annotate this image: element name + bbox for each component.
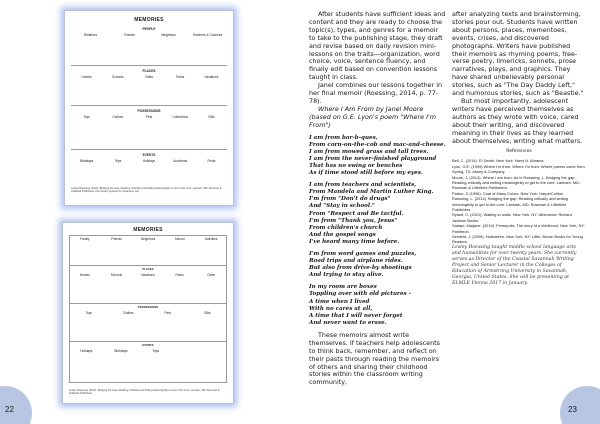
poem-line: A time that I will never forget <box>309 312 403 319</box>
paragraph: after analyzing texts and brainstorming, stories pour out. Students have written about persons, places, mementoes, events, crises, and discovered photographs. Writers have published their memoirs as rhyming poems, free-verse poetry, limericks, sonnets, prose narratives, plays, and graphics. They have shared unbelievably personal stories, such as "The Day Daddy Left," and humorous stories, such as "Beastie." <box>452 10 584 98</box>
col-header: Trips <box>114 159 122 163</box>
poem-stanza <box>309 251 446 279</box>
column-headers <box>69 237 227 241</box>
col-header: Clothes <box>112 115 124 119</box>
poem-stanza <box>309 182 446 246</box>
references-list <box>452 158 586 245</box>
poem-line: I am from bar-b-ques, <box>309 134 378 141</box>
poem-line: And trying to stay alive. <box>309 272 384 279</box>
paragraph: These memoirs almost write themselves. If teachers help adolescents to think back, remember, and reflect on their pasts through reading the memoirs of others and sharing their childhood stories within the classroom writing community, <box>309 330 440 387</box>
poem-intro: Where I Am From by Janel Moore (based on G.E. Lyon's poem "Where I'm From") <box>309 104 436 129</box>
col-header: Cities <box>207 273 216 277</box>
col-header: Vacations <box>141 273 155 277</box>
col-header: Schools <box>110 273 123 277</box>
poem-line: From corn-on-the-cob and mac-and-cheese. <box>309 141 446 148</box>
col-header: Activities <box>204 237 218 241</box>
divider <box>71 65 227 66</box>
col-header: Vacations <box>204 75 219 79</box>
worksheet-title: MEMORIES <box>134 17 164 23</box>
col-header: Birthdays <box>114 349 128 353</box>
reference-item: Moore, J. (2014). Where I am from. As in Roessing, L. Bridging the gap: Reading critically and writing meaningfully to get to the core. Lanham, MD: Rowman & Littlefield Publishers. <box>452 174 581 191</box>
section-label: POSSESSIONS <box>137 109 161 113</box>
memories-worksheet-1 <box>64 10 234 206</box>
reference-item: Lyon, G.E. (1999) Where I'm from. Where I'm from: Where poems come from. Spring, TX: Absey & Company. <box>452 163 586 175</box>
divider <box>71 105 227 106</box>
poem-line: And "Stay in school." <box>309 203 375 210</box>
reference-item: Bell, C. (2014). El Deafo. New York: Harry N. Abrams. <box>452 158 545 164</box>
col-header: Toys <box>83 115 90 119</box>
col-header: Homes <box>79 273 90 277</box>
author-bio: Lesley Roessing taught middle school language arts and humanities for over twenty years. She currently serves as Director of the Coastal Savannah Writing Project and Senior Lecturer in the Colleges of Education of Armstrong University in Savannah, Georgia, United States. She will be presenting at ELMLE Vienna 2017 in January. <box>452 244 577 287</box>
box-label: PLACES <box>142 267 154 271</box>
page-number-badge-left <box>0 386 32 424</box>
poem-line: As if time stood still before my eyes. <box>309 170 423 177</box>
column-headers <box>69 349 173 353</box>
col-header: Gifts <box>203 311 211 315</box>
poem-line: I am from mowed grass and tall trees. <box>309 148 429 155</box>
col-header: Pets <box>145 115 153 119</box>
col-header: Gifts <box>208 115 215 119</box>
col-header: Holidays <box>142 159 156 163</box>
box-label: EVENTS <box>142 343 154 347</box>
reference-item: Rylant, C. (2001). Waiting to waltz. New York, NY: Atheneum/ Richard Jackson Books. <box>452 212 572 223</box>
col-header: Teachers & Coaches <box>192 33 223 37</box>
col-header: Clothes <box>122 311 134 315</box>
col-header: Pets <box>164 311 171 315</box>
divider <box>69 341 227 342</box>
col-header: Schools <box>112 75 124 79</box>
col-header: Parks <box>176 75 185 79</box>
poem-line: In my room are boxes <box>309 284 377 291</box>
divider <box>69 265 227 266</box>
poem-stanza <box>309 284 446 327</box>
poem-line: I am from the never-finished playground <box>309 155 437 162</box>
reference-item: Parton, D (1996). Coat of Many Colors. New York: HarperCollins. <box>452 190 564 196</box>
poem-line: With no cares at all, <box>309 305 373 312</box>
poem-line: Road trips and airplane rides. <box>309 258 403 265</box>
box-label: POSSESSIONS <box>137 305 159 309</box>
section-label: EVENTS <box>142 153 156 157</box>
references-heading: References <box>506 149 532 155</box>
column-headers <box>71 33 227 37</box>
poem-line: I'm from "Thank you, Jesus" <box>309 217 398 224</box>
poem-line: But also from drive-by shootings <box>309 265 412 272</box>
column-headers <box>71 115 227 119</box>
poem-line: I've heard many time before. <box>309 238 400 245</box>
worksheet-footer: Lesley Roessing (2014). Bridging the Gap: Reading Critically and Writing Meaningfully to Get to the Core. Lanham, MD: Rowman & Littlefield Publishers. <box>69 389 220 396</box>
paragraph: Janel combines our lessons together in her final memoir (Roessing, 2014, p. 77-78). <box>309 81 443 105</box>
col-header: Cities <box>145 75 153 79</box>
page-number: 23 <box>568 405 577 414</box>
poem-line: From "Respect and Be tactful. <box>309 210 404 217</box>
col-header: Neighbors <box>140 237 156 241</box>
poem-line: That has no swing or benches <box>309 162 403 169</box>
col-header: Relatives <box>83 33 98 37</box>
poem-line: From Mandela and Martin Luther King. <box>309 189 434 196</box>
section-label: PLACES <box>142 69 156 73</box>
poem-line: And the gospel songs <box>309 231 376 238</box>
poem-line: I'm from word games and puzzles, <box>309 251 417 257</box>
poem-line: A time when I lived <box>309 298 370 305</box>
poem-line: And never want to erase. <box>309 319 387 326</box>
column-headers <box>71 75 227 79</box>
column-headers <box>69 273 227 277</box>
worksheet-title: MEMORIES <box>133 227 163 233</box>
col-header: Accidents <box>173 159 188 163</box>
poem-line: Toppling over with old pictures - <box>309 291 411 298</box>
col-header: Collections <box>172 115 188 119</box>
memories-worksheet-2 <box>62 222 234 404</box>
poem-line: I'm from "Don't do drugs" <box>309 196 391 203</box>
column-headers <box>71 159 227 163</box>
col-header: Parks <box>175 273 184 277</box>
col-header: Homes <box>81 75 92 79</box>
page-number-badge-right <box>560 386 600 424</box>
col-header: Neighbors <box>161 33 176 37</box>
worksheet-footer: Lesley Roessing (2014). Bridging the Gap: Reading Critically and Writing Meaningfully to Get to the Core. Lanham, MD: Rowman & Littlefield Publishers. Permission granted for classroom use. <box>71 187 222 194</box>
reference-item: Roessing, L. (2014). Bridging the gap: Reading critically and writing meaningfully to get to the core. Lanham, MD: Rowman & Littlefield Publishers. <box>452 196 568 212</box>
paragraph: But most importantly, adolescent writers have perceived themselves as authors as they wrote with voice, cared about their writing, and discovered meaning in their lives as they learned about themselves, writing what matters. <box>452 96 583 145</box>
col-header: Friends <box>124 33 135 37</box>
section-label: PEOPLE <box>142 27 156 31</box>
poem-line: I am from teachers and scientists, <box>309 182 417 189</box>
divider <box>71 149 227 150</box>
reference-item: Seinfeld, J. (2008). Halloween. New York, NY: Little, Brown Books for Young Readers. <box>452 234 583 245</box>
column-headers <box>69 311 227 315</box>
poem-stanza <box>309 135 446 178</box>
col-header: School <box>174 237 185 241</box>
col-header: Friends <box>111 237 122 241</box>
col-header: Trips <box>152 349 160 353</box>
worksheet-grid <box>69 235 227 383</box>
col-header: Family <box>80 237 90 241</box>
text-column-right <box>452 11 586 287</box>
page-number: 22 <box>5 405 14 414</box>
text-column-left <box>309 11 446 387</box>
paragraph: After students have sufficient ideas and content and they are ready to choose the topic(s), types, and genres for a memoir to take to the publishing stage, they draft and revise based on daily revision mini-lessons on the traits—organization, word choice, voice, sentence fluency, and finally edit based on convention lessons taught in class. <box>309 10 446 82</box>
col-header: Birthdays <box>79 159 94 163</box>
col-header: Toys <box>85 311 93 315</box>
reference-item: Satrapi, Marjane. (2014). Persepolis: The story of a childhood. New York, NY: Pantheon. <box>452 223 585 234</box>
poem-line: From children's church <box>309 224 383 231</box>
divider <box>69 303 227 304</box>
col-header: Firsts <box>207 159 216 163</box>
col-header: Holidays <box>80 349 93 353</box>
